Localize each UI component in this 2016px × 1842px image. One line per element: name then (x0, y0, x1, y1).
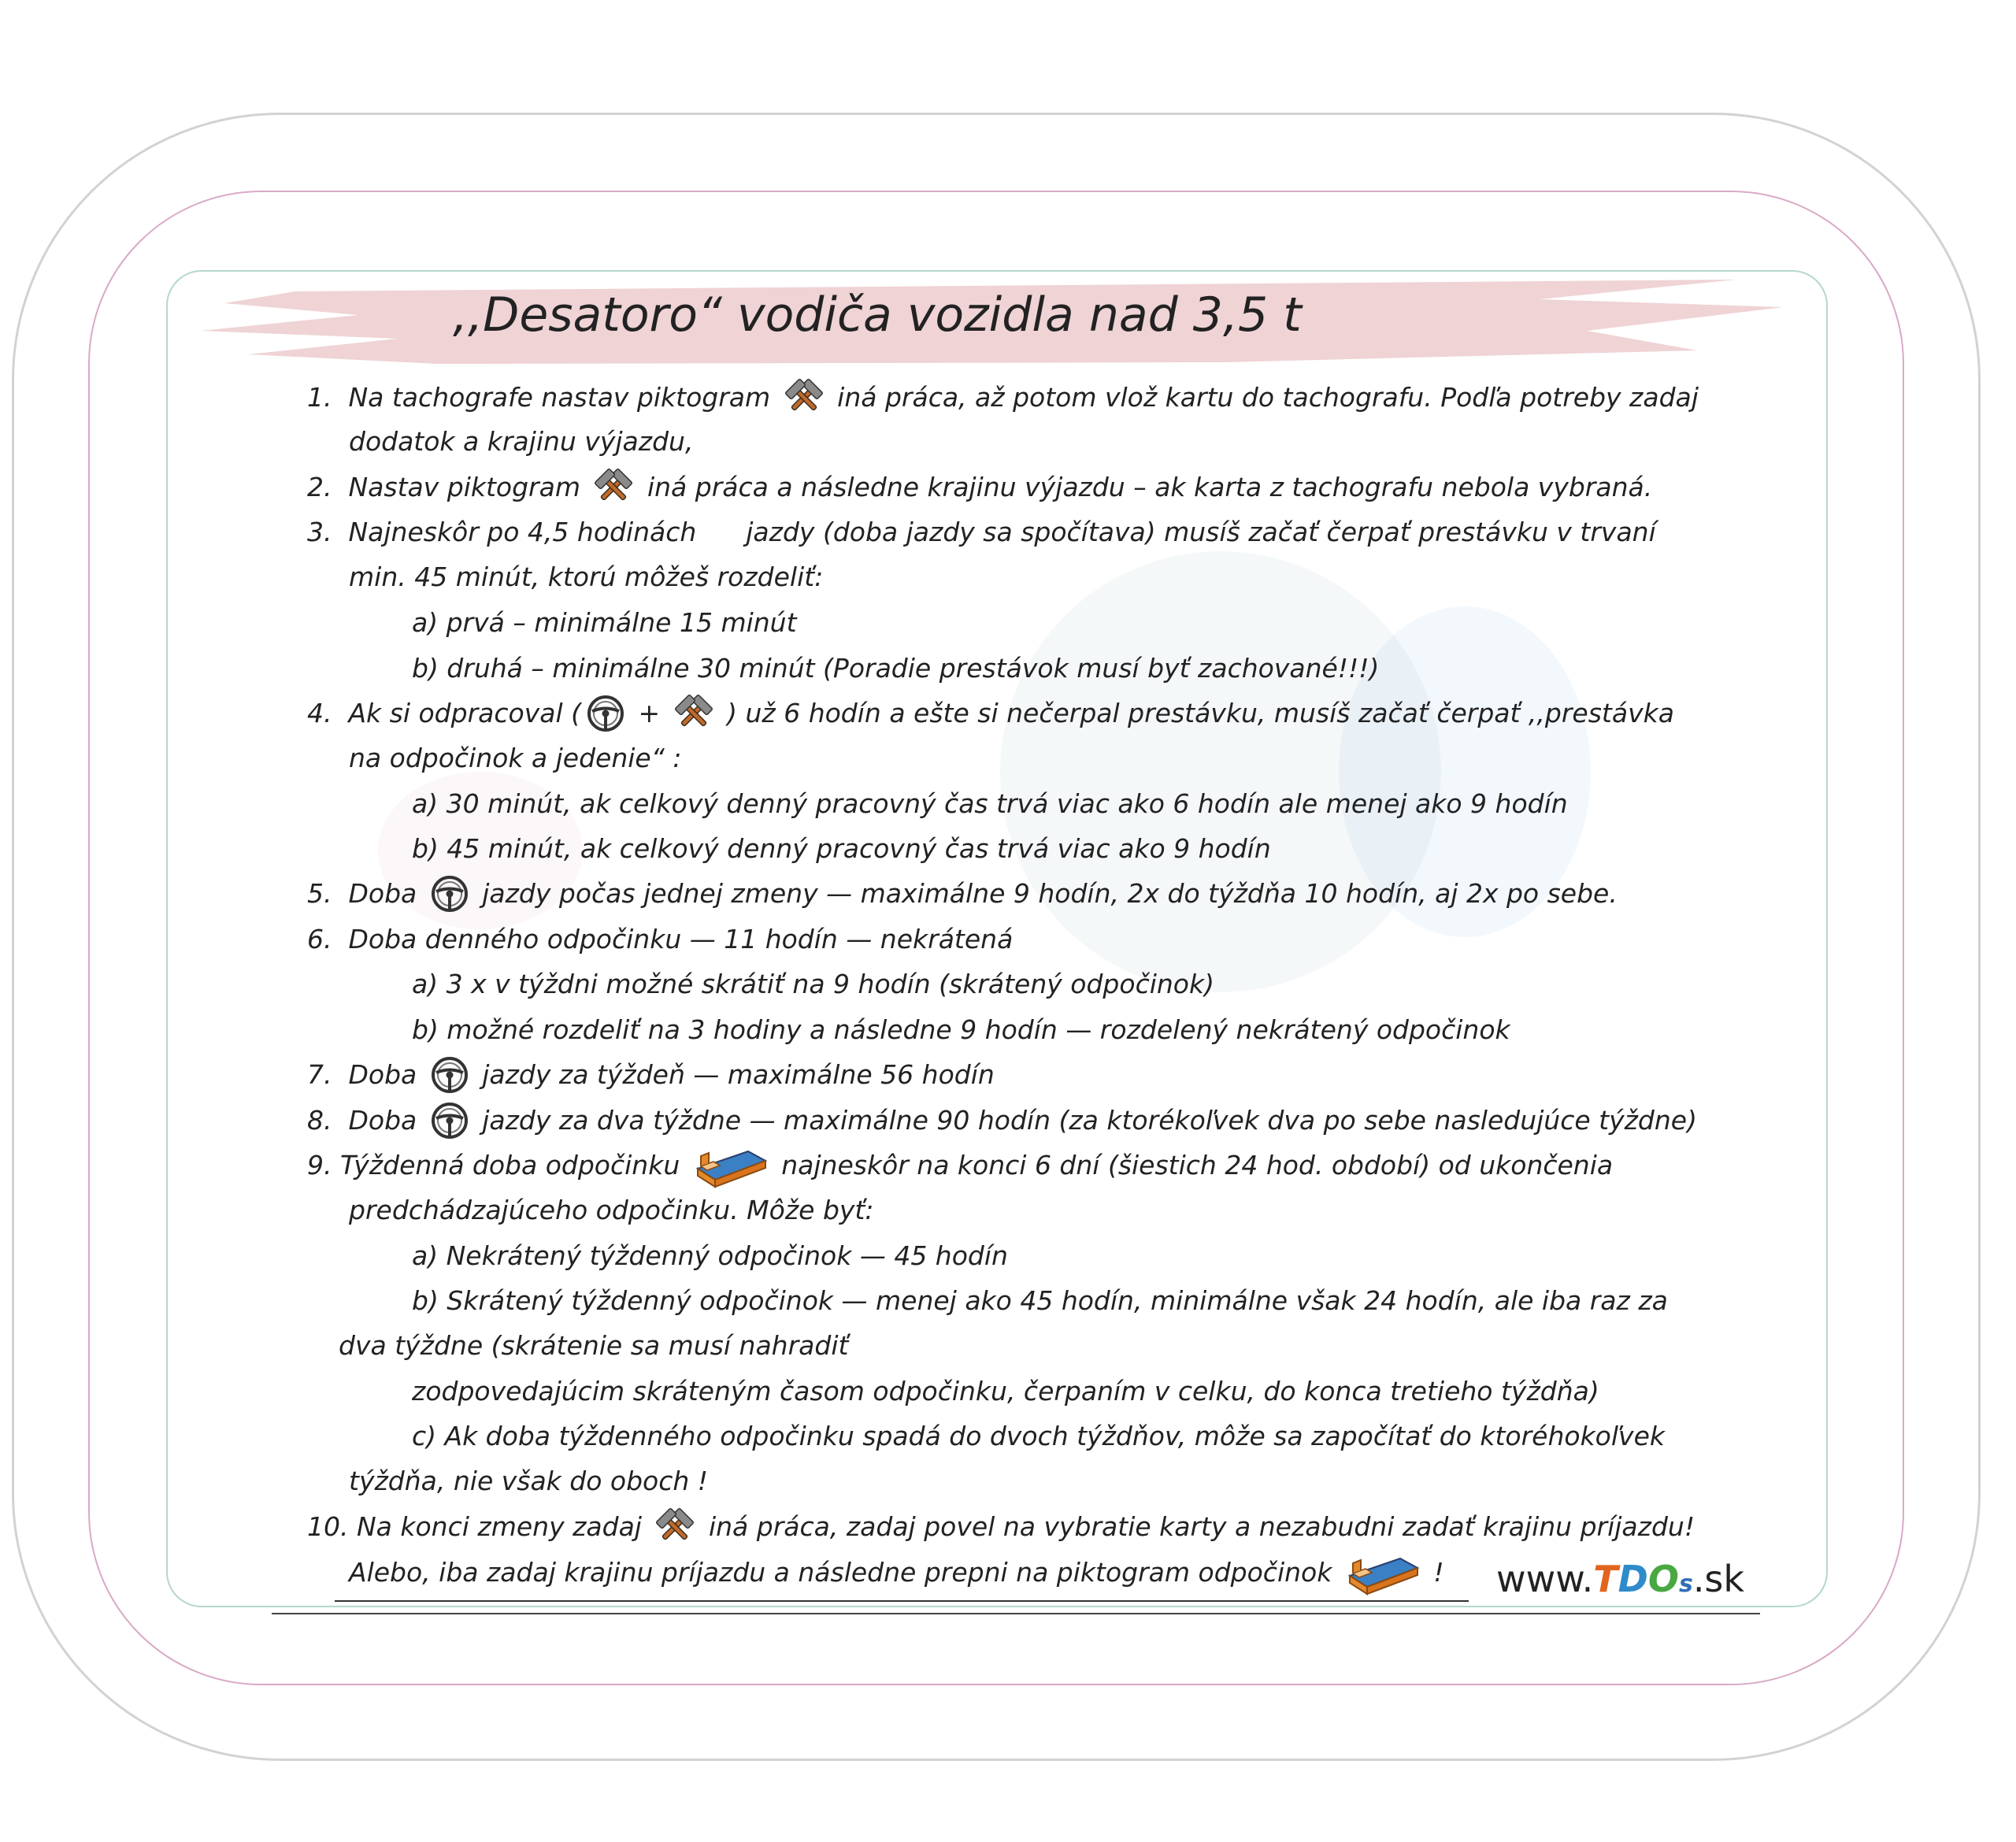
rule-text: predchádzajúceho odpočinku. Môže byť: (349, 1195, 874, 1225)
brand-suffix: .sk (1692, 1558, 1745, 1600)
footer-underline (335, 1600, 1469, 1602)
rule-text: 1. Na tachografe nastav piktogram (307, 382, 779, 413)
brand-letter-s: s (1678, 1570, 1693, 1598)
rule-line (307, 1103, 1697, 1139)
rule-text: iná práca, zadaj povel na vybratie karty a nezabudni zadať krajinu príjazdu! (700, 1511, 1695, 1542)
rule-line (339, 1328, 848, 1364)
rule-text: + (629, 698, 669, 728)
rule-text: b) druhá – minimálne 30 minút (Poradie prestávok musí byť zachované!!!) (412, 653, 1380, 684)
rule-line (412, 786, 1568, 822)
rule-text: ) už 6 hodín a ešte si nečerpal prestávku, musíš začať čerpať ,,prestávka (718, 698, 1674, 728)
rule-text: dodatok a krajinu výjazdu, (349, 426, 694, 457)
rule-text: na odpočinok a jedenie“ : (349, 743, 682, 773)
rule-text: týždňa, nie však do oboch ! (349, 1466, 709, 1496)
rule-text: b) Skrátený týždenný odpočinok — menej ako 45 hodín, minimálne však 24 hodín, ale iba raz za (412, 1285, 1668, 1316)
rule-text: 5. Doba (307, 878, 425, 909)
rule-line (307, 876, 1618, 912)
rule-line (307, 695, 1674, 732)
crossed-hammers-icon (593, 467, 634, 508)
rule-text: b) 45 minút, ak celkový denný pracovný čas trvá viac ako 9 hodín (412, 833, 1271, 864)
rule-text: min. 45 minút, ktorú môžeš rozdeliť: (349, 561, 824, 592)
bed-icon (1345, 1549, 1421, 1596)
rule-line (349, 1555, 1444, 1591)
rule-line (349, 740, 681, 776)
rule-line (412, 1283, 1668, 1319)
brand-url (1496, 1558, 1744, 1600)
rule-line (412, 605, 797, 641)
rule-text: 3. Najneskôr po 4,5 hodinách jazdy (doba jazdy sa spočítava) musíš začať čerpať prestávku v trvaní (307, 517, 1656, 547)
rule-line (349, 559, 823, 595)
rule-text: 4. Ak si odpracoval ( (307, 698, 581, 728)
rule-text: b) možné rozdeliť na 3 hodiny a následne 9 hodín — rozdelený nekrátený odpočinok (412, 1014, 1510, 1045)
rule-text: a) 3 x v týždni možné skrátiť na 9 hodín (skrátený odpočinok) (412, 969, 1214, 999)
page-title: ,,Desatoro“ vodiča vozidla nad 3,5 t (453, 287, 1302, 343)
rule-text: iná práca, až potom vlož kartu do tachografu. Podľa potreby zadaj (828, 382, 1699, 413)
rule-text: 9. Týždenná doba odpočinku (307, 1150, 688, 1180)
rule-line (307, 469, 1652, 506)
bottom-rule (272, 1613, 1760, 1614)
bed-icon (693, 1142, 769, 1189)
brand-letter-t: T (1593, 1558, 1618, 1600)
rule-text: iná práca a následne krajinu výjazdu – ak karta z tachografu nebola vybraná. (639, 472, 1653, 502)
rule-text: jazdy za dva týždne — maximálne 90 hodín (za ktorékoľvek dva po sebe nasledujúce týždne) (473, 1105, 1697, 1136)
rule-line (307, 1147, 1613, 1184)
steering-wheel-icon (586, 694, 625, 733)
rule-line (307, 1509, 1695, 1545)
rule-line (349, 1192, 873, 1229)
rule-text: 6. Doba denného odpočinku — 11 hodín — nekrátená (307, 924, 1014, 954)
rule-text: 10. Na konci zmeny zadaj (307, 1511, 650, 1542)
rule-line (412, 1373, 1599, 1410)
rule-text: jazdy počas jednej zmeny — maximálne 9 hodín, 2x do týždňa 10 hodín, aj 2x po sebe. (473, 878, 1618, 909)
rule-line (412, 966, 1214, 1003)
rule-line (412, 1012, 1510, 1048)
rule-text: dva týždne (skrátenie sa musí nahradiť (339, 1330, 849, 1361)
brand-letter-o: O (1647, 1558, 1679, 1600)
rule-line (307, 514, 1656, 550)
steering-wheel-icon (430, 1055, 469, 1095)
rule-line (412, 1238, 1008, 1274)
rule-text: najneskôr na konci 6 dní (šiestich 24 hod. období) od ukončenia (773, 1150, 1614, 1180)
rule-text: a) 30 minút, ak celkový denný pracovný čas trvá viac ako 6 hodín ale menej ako 9 hodín (412, 788, 1568, 819)
rule-text: 8. Doba (307, 1105, 425, 1136)
rule-line (307, 1057, 995, 1093)
rule-line (412, 650, 1379, 687)
steering-wheel-icon (430, 1101, 469, 1140)
rule-line (307, 380, 1699, 416)
rule-line (412, 831, 1271, 867)
rule-text: a) prvá – minimálne 15 minút (412, 607, 797, 638)
rule-text: ! (1425, 1557, 1444, 1588)
brand-letter-d: D (1618, 1558, 1648, 1600)
rule-line (307, 921, 1013, 958)
rule-line (349, 424, 693, 460)
crossed-hammers-icon (673, 693, 714, 734)
brand-prefix: www. (1496, 1558, 1594, 1600)
rule-text: 7. Doba (307, 1059, 425, 1090)
crossed-hammers-icon (784, 377, 825, 418)
rule-text: c) Ak doba týždenného odpočinku spadá do dvoch týždňov, môže sa započítať do ktoréhokoľvek (412, 1421, 1665, 1451)
rule-line (349, 1463, 708, 1499)
rule-text: zodpovedajúcim skráteným časom odpočinku, čerpaním v celku, do konca tretieho týždňa) (412, 1376, 1599, 1407)
rule-line (412, 1418, 1665, 1455)
rule-text: a) Nekrátený týždenný odpočinok — 45 hodín (412, 1240, 1008, 1271)
steering-wheel-icon (430, 874, 469, 914)
crossed-hammers-icon (654, 1507, 695, 1547)
rule-text: 2. Nastav piktogram (307, 472, 589, 502)
rule-text: jazdy za týždeň — maximálne 56 hodín (473, 1059, 995, 1090)
rule-text: Alebo, iba zadaj krajinu príjazdu a následne prepni na piktogram odpočinok (349, 1557, 1340, 1588)
